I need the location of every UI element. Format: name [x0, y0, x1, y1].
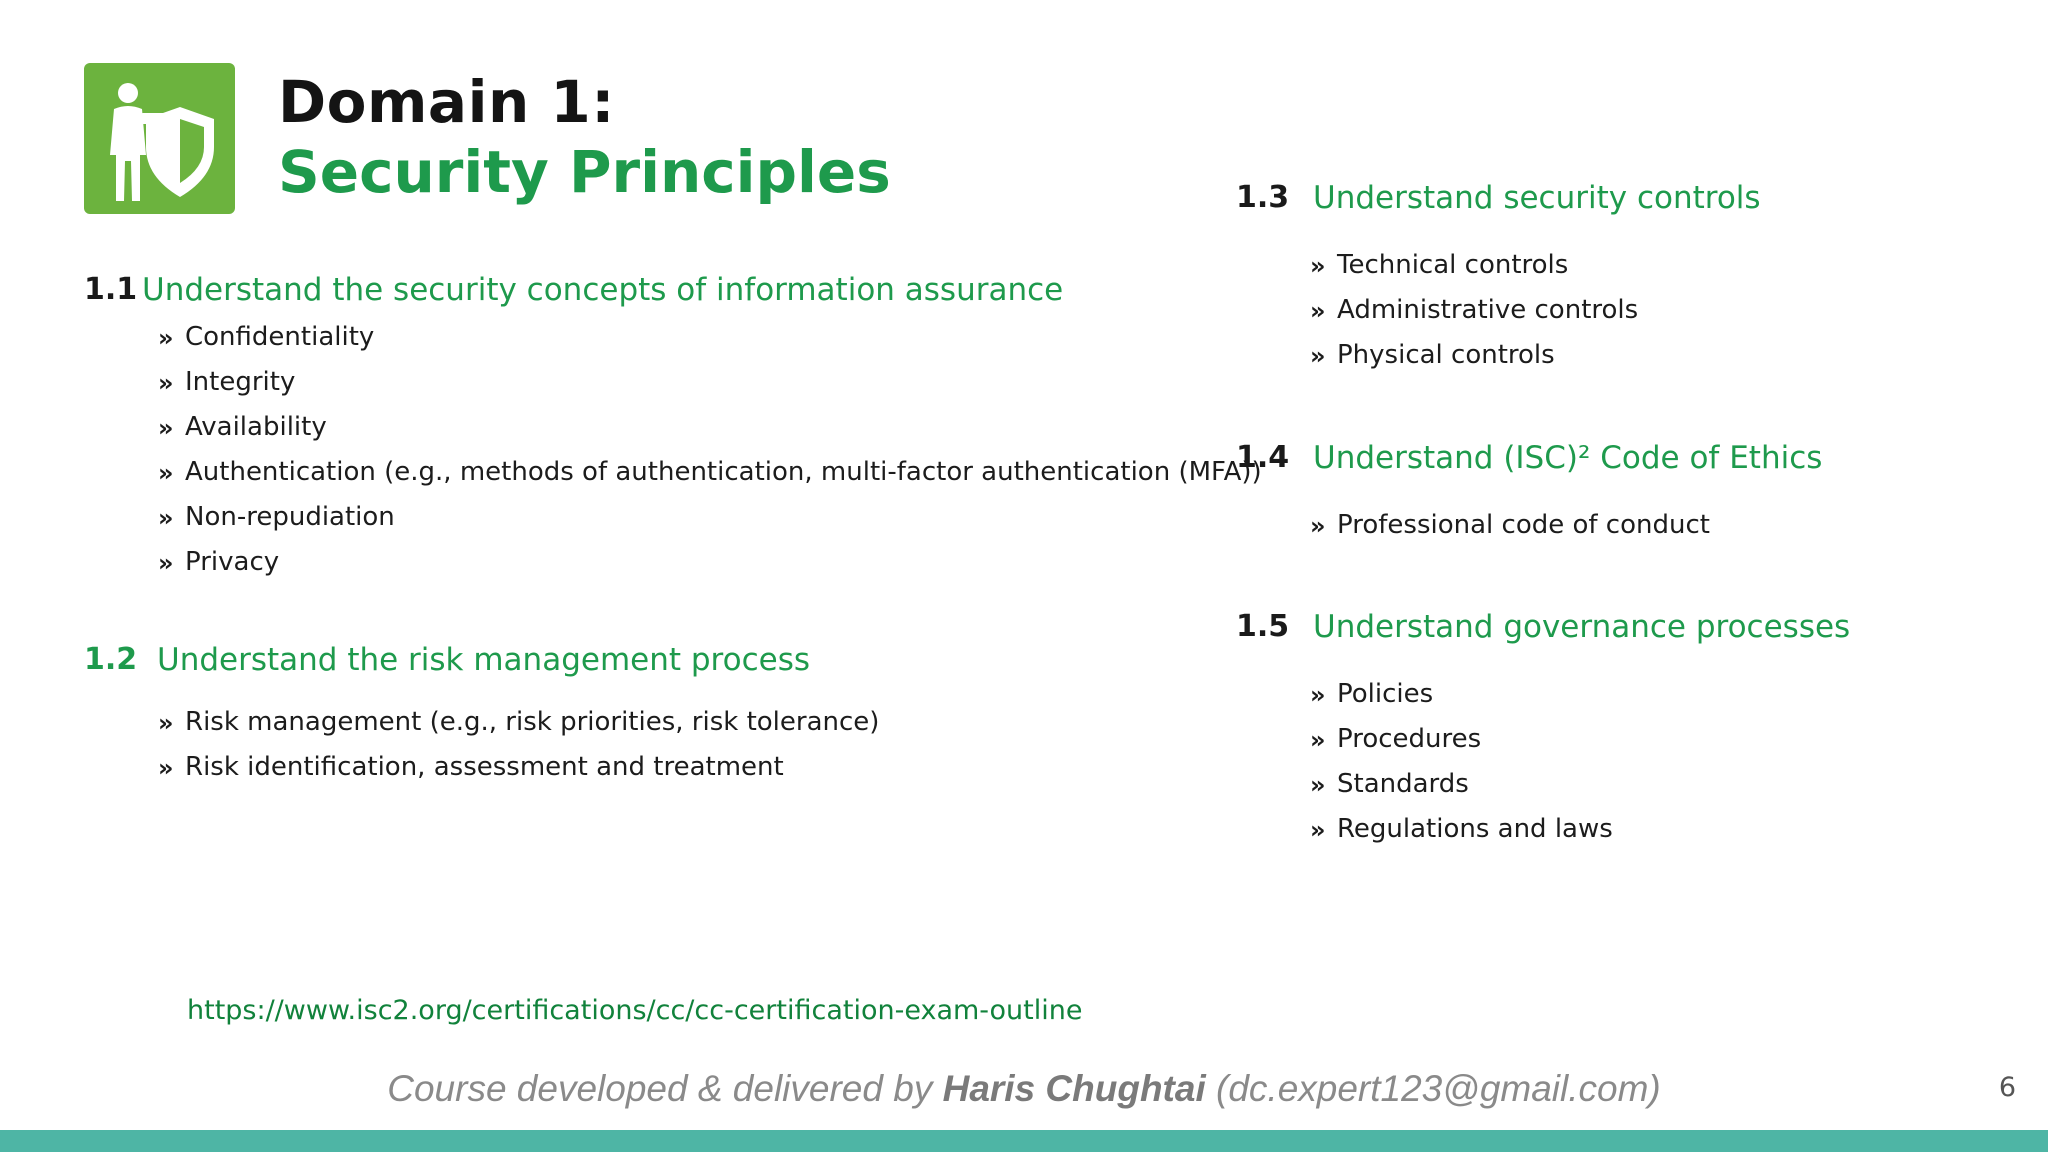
- section-title: Understand security controls: [1313, 180, 1761, 216]
- bullet-chevron-icon: »: [1310, 816, 1326, 844]
- section-number: 1.1: [84, 272, 138, 307]
- section-1-1: 1.1 Understand the security concepts of information assurance » Confidentiality » Integrity » Availability » Authentication (e.g., methods of authentication, multi-factor authentication (MFA)) » Non-repudiation » Privacy: [84, 272, 1262, 577]
- domain-number-title: Domain 1:: [278, 68, 615, 136]
- bullet-chevron-icon: »: [1310, 726, 1326, 754]
- source-link[interactable]: https://www.isc2.org/certifications/cc/cc-certification-exam-outline: [187, 995, 1083, 1026]
- person-with-shield-icon: [84, 63, 235, 214]
- bullet-chevron-icon: »: [1310, 681, 1326, 709]
- bullet-chevron-icon: »: [1310, 512, 1326, 540]
- footer-suffix: (dc.expert123@gmail.com): [1205, 1068, 1661, 1109]
- bullet-chevron-icon: »: [158, 709, 174, 737]
- bottom-accent-bar: [0, 1130, 2048, 1152]
- bullet-chevron-icon: »: [158, 754, 174, 782]
- footer-prefix: Course developed & delivered by: [387, 1068, 943, 1109]
- section-title: Understand (ISC)² Code of Ethics: [1313, 440, 1823, 476]
- bullet-chevron-icon: »: [158, 369, 174, 397]
- footer-credit: [0, 1068, 2048, 1110]
- bullet-chevron-icon: »: [1310, 297, 1326, 325]
- bullet-chevron-icon: »: [158, 459, 174, 487]
- section-number: 1.5: [1236, 609, 1290, 644]
- bullet-chevron-icon: »: [158, 549, 174, 577]
- bullet-chevron-icon: »: [1310, 771, 1326, 799]
- section-1-2: 1.2 Understand the risk management process » Risk management (e.g., risk priorities, risk tolerance) » Risk identification, assessment and treatment: [84, 642, 880, 782]
- footer-author: Haris Chughtai: [942, 1068, 1206, 1109]
- bullet-chevron-icon: »: [158, 324, 174, 352]
- section-1-3: 1.3 Understand security controls » Technical controls » Administrative controls » Physical controls: [1236, 180, 1761, 370]
- section-number: 1.4: [1236, 440, 1290, 475]
- domain-logo: [84, 63, 235, 214]
- page-number: 6: [1998, 1072, 2016, 1103]
- bullet-chevron-icon: »: [1310, 342, 1326, 370]
- section-1-4: 1.4 Understand (ISC)² Code of Ethics » Professional code of conduct: [1236, 440, 1823, 540]
- section-title: Understand governance processes: [1313, 609, 1851, 645]
- section-1-5: 1.5 Understand governance processes » Policies » Procedures » Standards » Regulations and laws: [1236, 609, 1851, 844]
- domain-name-title: Security Principles: [278, 138, 891, 206]
- bullet-chevron-icon: »: [158, 414, 174, 442]
- section-number: 1.2: [84, 642, 138, 677]
- bullet-chevron-icon: »: [158, 504, 174, 532]
- section-title: Understand the security concepts of information assurance: [142, 272, 1064, 308]
- bullet-chevron-icon: »: [1310, 252, 1326, 280]
- section-number: 1.3: [1236, 180, 1290, 215]
- section-title: Understand the risk management process: [157, 642, 810, 678]
